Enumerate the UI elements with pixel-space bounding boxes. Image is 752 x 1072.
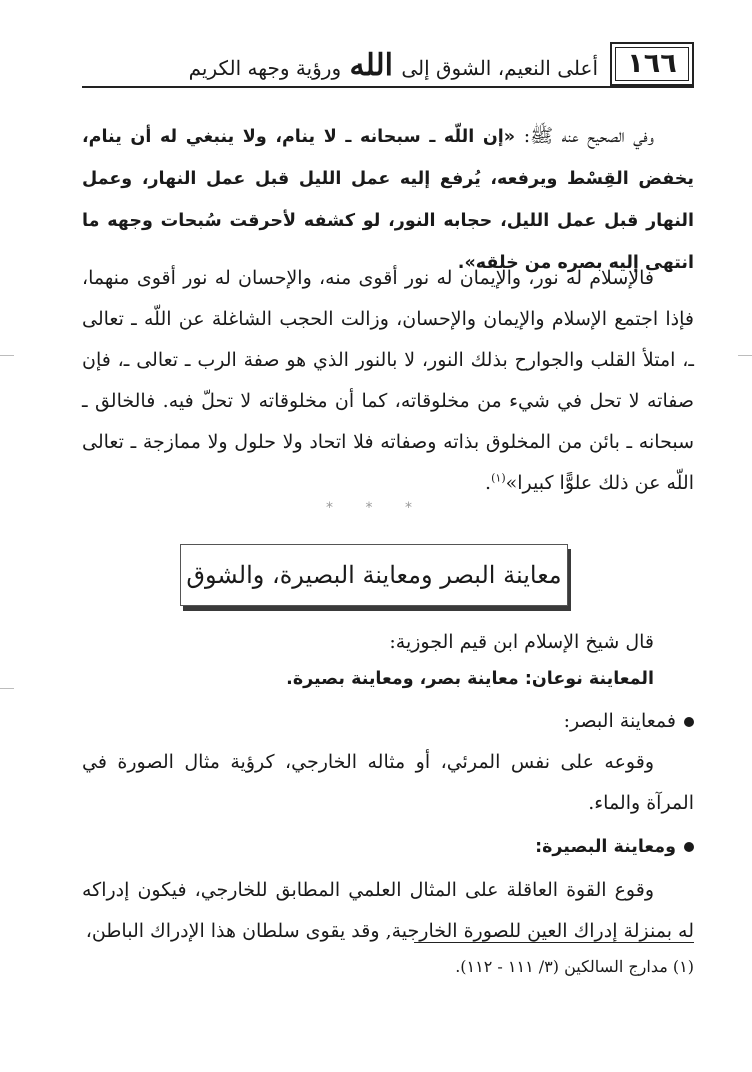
basar-paragraph: وقوعه على نفس المرئي، أو مثاله الخارجي، كرؤية مثال الصورة في المرآة والماء. [82, 751, 694, 814]
hadith-intro: وفي الصحيح عنه ﷺ: [523, 125, 654, 147]
scan-edge-mark [0, 355, 14, 356]
section-body [82, 622, 694, 952]
islam-block [82, 258, 694, 504]
basira-heading-line [82, 824, 694, 870]
scan-edge-mark [0, 688, 14, 689]
footnote-rule [414, 942, 694, 943]
basar-heading-line [82, 701, 694, 742]
footnote-ref[interactable]: (١) [491, 471, 506, 485]
running-head-after: ورؤية وجهه الكريم [188, 56, 342, 80]
running-head-name: الله [349, 48, 393, 83]
footnote [82, 952, 694, 982]
header-rule [82, 86, 694, 88]
page-number-frame [610, 42, 694, 86]
islam-paragraph [82, 258, 694, 504]
islam-text: فالإسلام له نور، والإيمان له نور أقوى منه، والإحسان له نور أقوى منهما، فإذا اجتمع الإسلام والإيمان والإحسان، وزالت الحجب الشاغلة عن اللّه ـ تعالى ـ، امتلأ القلب والجوارح بذلك النور، لا بالنور الذي هو صفة الرب ـ تعالى ـ، فإن صفاته لا تحل في شيء من مخلوقاته، كما أن مخلوقاته لا تحلّ فيه. فالخالق ـ سبحانه ـ بائن من المخلوق بذاته وصفاته فلا اتحاد ولا حلول ولا ممازجة ـ تعالى اللّه عن ذلك علوًّا كبيرا» [82, 267, 694, 494]
scan-edge-mark [738, 355, 752, 356]
section-separator: * * * [326, 500, 426, 516]
page-header [82, 42, 694, 90]
bullet-icon [684, 842, 694, 852]
running-head-before: أعلى النعيم، الشوق إلى [401, 56, 598, 80]
section-title-box [180, 544, 568, 606]
basar-heading: فمعاينة البصر: [563, 710, 676, 732]
two-types-line: المعاينة نوعان: معاينة بصر، ومعاينة بصيرة. [286, 669, 654, 689]
islam-end: . [485, 472, 492, 494]
basira-paragraph: وقوع القوة العاقلة على المثال العلمي المطابق للخارجي، فيكون إدراكه له بمنزلة إدراك العين للصورة الخارجية, وقد يقوى سلطان هذا الإدراك الباطن، [82, 879, 694, 942]
running-head [189, 48, 598, 83]
section-title: معاينة البصر ومعاينة البصيرة، والشوق [186, 561, 562, 589]
bullet-icon [684, 717, 694, 727]
footnote-text: (١) مدارج السالكين (٣/ ١١١ - ١١٢). [455, 957, 694, 976]
page-number: ١٦٦ [627, 48, 677, 79]
basira-heading: ومعاينة البصيرة: [535, 837, 676, 857]
section-intro: قال شيخ الإسلام ابن قيم الجوزية: [389, 631, 654, 653]
hadith-text: «إن اللّه ـ سبحانه ـ لا ينام، ولا ينبغي له أن ينام، يخفض القِسْط ويرفعه، يُرفع إليه عمل الليل قبل عمل النهار، وعمل النهار قبل عمل الليل، حجابه النور، لو كشفه لأحرقت سُبحات وجهه ما انتهى إليه بصره من خلقه». [82, 127, 694, 273]
